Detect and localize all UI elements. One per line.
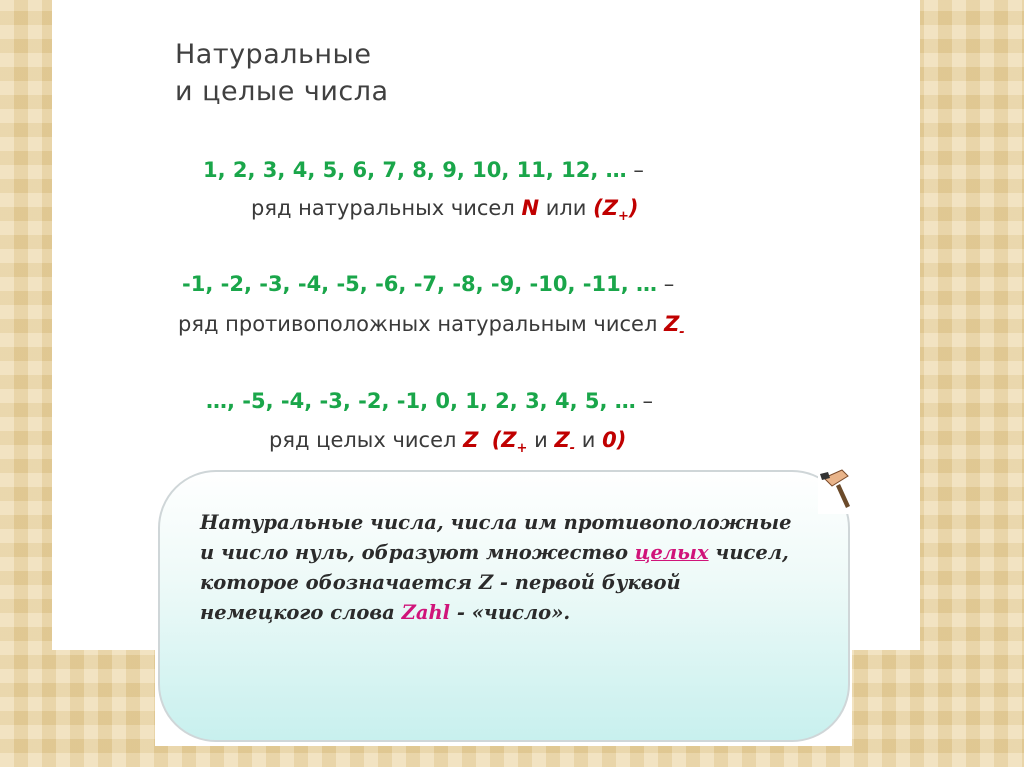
note-line-2-start: и число нуль, образуют множество [200,541,635,564]
z-plus-open: (Z [593,196,618,220]
comp-open: (Z [491,428,517,452]
pencil-hand-icon [818,464,852,514]
natural-sequence [203,158,644,182]
title-line-2: и целые числа [175,76,389,107]
natural-sequence-numbers: 1, 2, 3, 4, 5, 6, 7, 8, 9, 10, 11, 12, … [203,158,627,182]
dash: – [657,272,675,296]
note-line-4 [200,598,800,628]
note-line-3: которое обозначается Z - первой буквой [200,571,681,594]
and-text-2: и [575,428,603,452]
comp-sub-minus: - [569,441,576,457]
symbol-z: Z [463,428,479,452]
comp-z-minus: Z [554,428,570,452]
highlight-integers: целых [634,541,709,564]
note-line-4-start: немецкого слова [200,601,402,624]
negative-sequence [182,272,674,296]
and-text-1: и [527,428,555,452]
slide-title [175,36,389,110]
negative-sequence-numbers: -1, -2, -3, -4, -5, -6, -7, -8, -9, -10, -11, … [182,272,658,296]
comp-zero: 0) [602,428,627,452]
z-minus-sub: - [679,325,685,341]
word-zahl: Zahl [401,601,451,624]
title-line-1: Натуральные [175,39,372,70]
natural-desc-text: ряд натуральных чисел [251,196,522,220]
integer-sequence-numbers: …, -5, -4, -3, -2, -1, 0, 1, 2, 3, 4, 5, … [206,389,636,413]
note-text [200,508,800,628]
note-line-1: Натуральные числа, числа им противоположные [200,511,792,534]
negative-desc-text: ряд противоположных натуральным чисел [178,312,665,336]
symbol-n: N [521,196,540,220]
z-plus-close: ) [628,196,639,220]
note-line-2-end: чисел, [708,541,789,564]
note-line-4-end: - «число». [450,601,571,624]
z-plus-sub: + [617,209,629,225]
integer-description [269,428,626,456]
integer-sequence [206,389,653,413]
natural-description [251,196,638,224]
z-minus-symbol [664,312,685,341]
z-composition [491,428,528,457]
or-text: или [539,196,594,220]
negative-description [178,312,685,340]
dash: – [635,389,653,413]
note-line-2 [200,538,800,568]
z-plus-notation [593,196,639,225]
comp-sub-plus: + [516,441,528,457]
dash: – [626,158,644,182]
integer-desc-text: ряд целых чисел [269,428,464,452]
z-minus-letter: Z [664,312,680,336]
